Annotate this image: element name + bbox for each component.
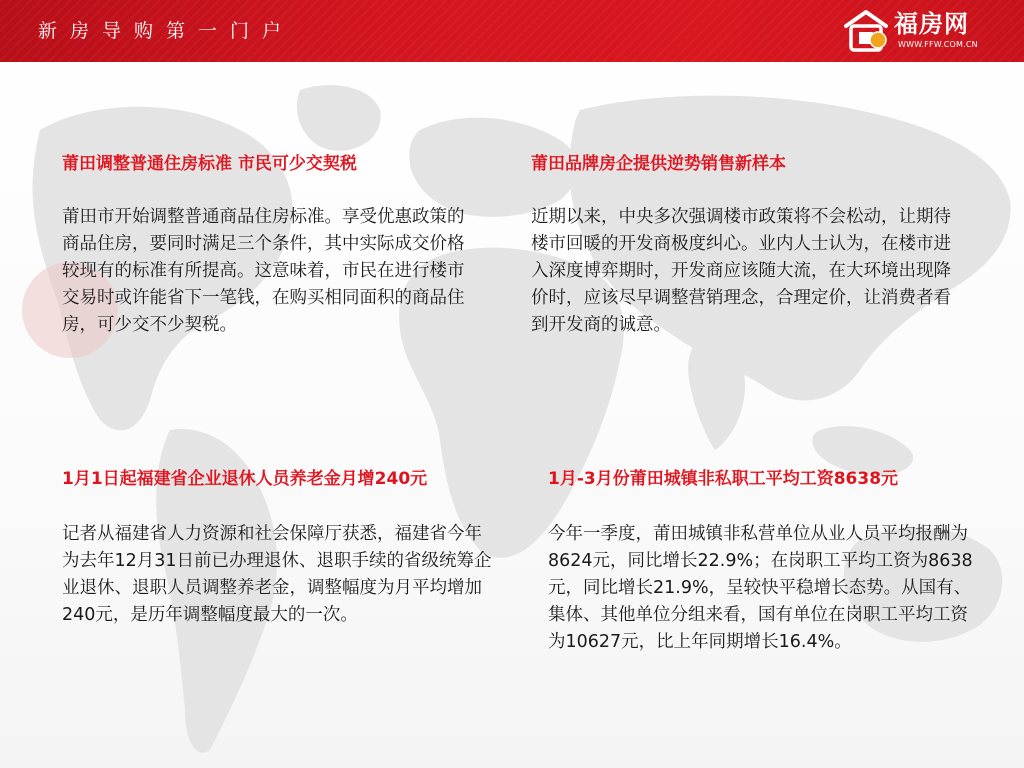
article-body: 记者从福建省人力资源和社会保障厅获悉，福建省今年为去年12月31日前已办理退休、退职手续的省级统筹企业退休、退职人员调整养老金，调整幅度为月平均增加240元，是历年调整幅度最大的一次。 <box>62 524 492 625</box>
article-block-1 <box>62 152 482 339</box>
article-title: 1月1日起福建省企业退休人员养老金月增240元 <box>62 469 428 489</box>
logo-mark-icon <box>842 8 890 54</box>
article-block-2 <box>531 152 971 339</box>
article-block-3 <box>62 467 492 629</box>
logo-name: 福房网 <box>894 10 969 38</box>
logo-url: WWW.FFW.COM.CN <box>898 40 978 49</box>
header-bar <box>0 0 1024 62</box>
header-slogan: 新房导购第一门户 <box>38 20 295 42</box>
article-title: 莆田品牌房企提供逆势销售新样本 <box>531 154 786 174</box>
article-body: 莆田市开始调整普通商品住房标准。享受优惠政策的商品住房，要同时满足三个条件，其中实际成交价格较现有的标准有所提高。这意味着，市民在进行楼市交易时或许能省下一笔钱，在购买相同面积的商品住房，可少交不少契税。 <box>62 207 465 335</box>
article-body: 近期以来，中央多次强调楼市政策将不会松动，让期待楼市回暖的开发商极度纠心。业内人士认为，在楼市进入深度博弈期时，开发商应该随大流，在大环境出现降价时，应该尽早调整营销理念，合理定价，让消费者看到开发商的诚意。 <box>531 207 951 335</box>
article-body: 今年一季度，莆田城镇非私营单位从业人员平均报酬为8624元，同比增长22.9%；在岗职工平均工资为8638元，同比增长21.9%，呈较快平稳增长态势。从国有、集体、其他单位分组来看，国有单位在岗职工平均工资为10627元，比上年同期增长16.4%。 <box>548 524 973 652</box>
article-title: 1月-3月份莆田城镇非私职工平均工资8638元 <box>548 469 899 489</box>
site-logo[interactable] <box>838 6 998 56</box>
article-title: 莆田调整普通住房标准 市民可少交契税 <box>62 154 357 174</box>
article-block-4 <box>548 467 984 656</box>
